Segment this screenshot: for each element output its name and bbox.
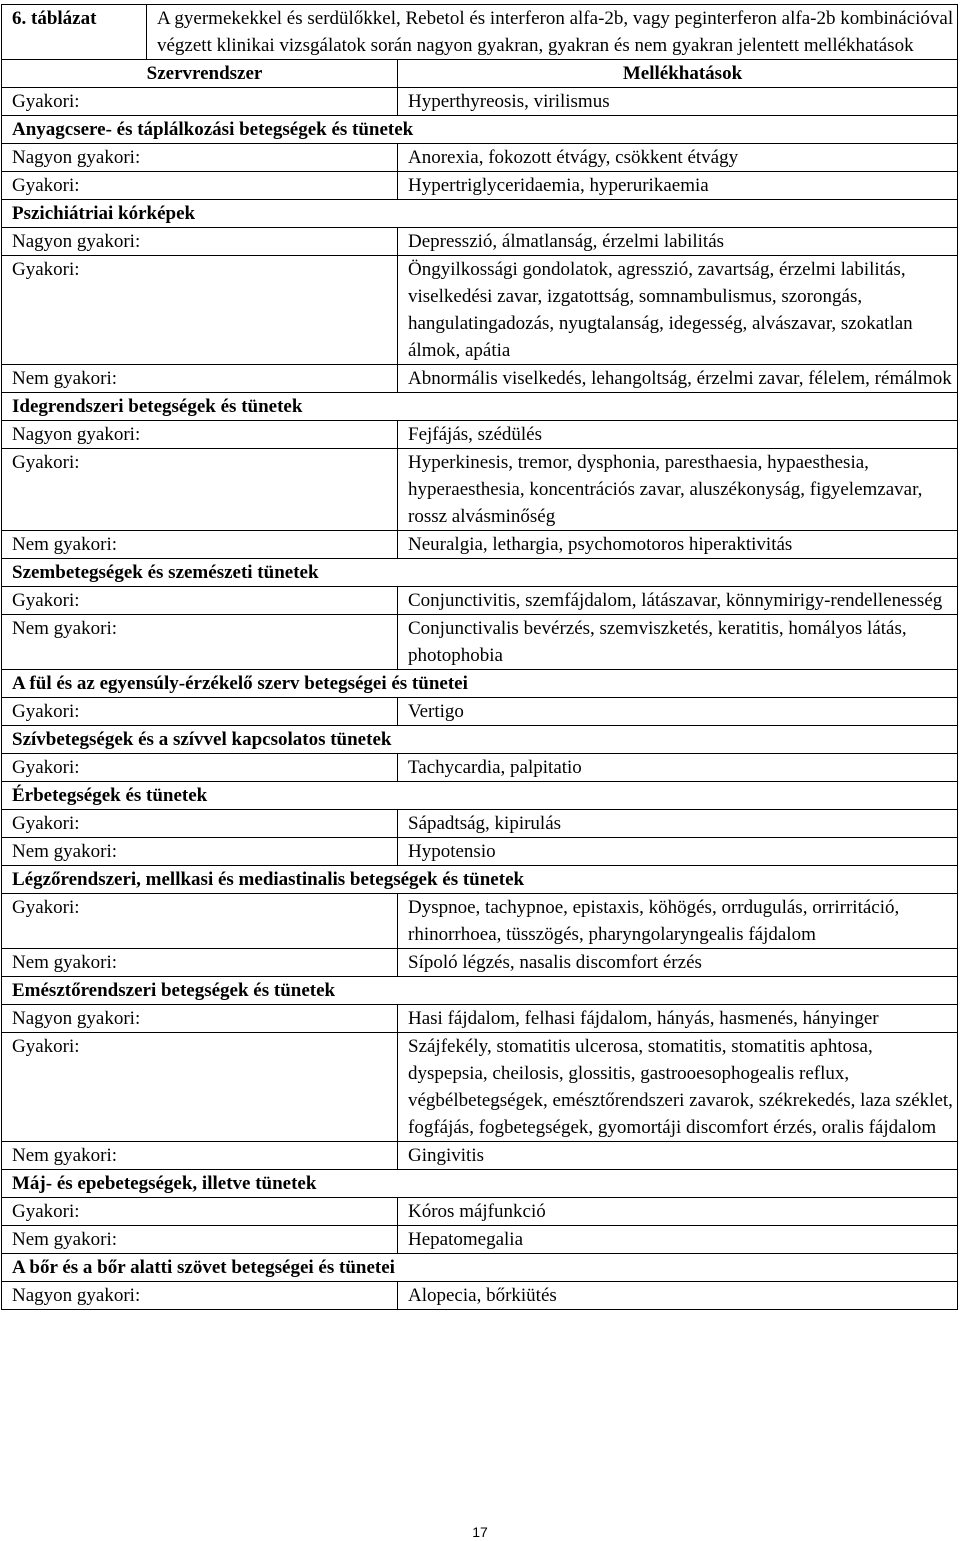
table-row xyxy=(2,1005,958,1033)
adverse-reaction-cell: Dyspnoe, tachypnoe, epistaxis, köhögés, orrdugulás, orrirritáció, rhinorrhoea, tüsszögés, pharyngolaryngealis fájdalom xyxy=(398,894,958,949)
adverse-reaction-cell: Gingivitis xyxy=(398,1142,958,1170)
section-row xyxy=(2,116,958,144)
section-heading: Szembetegségek és szemészeti tünetek xyxy=(2,559,958,587)
table-row xyxy=(2,1282,958,1310)
adverse-reaction-cell: Depresszió, álmatlanság, érzelmi labilitás xyxy=(398,228,958,256)
table-row xyxy=(2,144,958,172)
table-row xyxy=(2,365,958,393)
section-row xyxy=(2,200,958,228)
frequency-cell: Gyakori: xyxy=(2,449,398,531)
table-row xyxy=(2,1226,958,1254)
adverse-reaction-cell: Tachycardia, palpitatio xyxy=(398,754,958,782)
section-heading: Idegrendszeri betegségek és tünetek xyxy=(2,393,958,421)
section-heading: Szívbetegségek és a szívvel kapcsolatos tünetek xyxy=(2,726,958,754)
adverse-reaction-cell: Fejfájás, szédülés xyxy=(398,421,958,449)
section-heading: Pszichiátriai kórképek xyxy=(2,200,958,228)
frequency-cell: Nem gyakori: xyxy=(2,531,398,559)
section-heading: A fül és az egyensúly-érzékelő szerv betegségei és tünetei xyxy=(2,670,958,698)
table-row xyxy=(2,754,958,782)
adverse-reaction-cell: Kóros májfunkció xyxy=(398,1198,958,1226)
section-row xyxy=(2,866,958,894)
frequency-cell: Nem gyakori: xyxy=(2,1226,398,1254)
frequency-cell: Nem gyakori: xyxy=(2,365,398,393)
frequency-cell: Gyakori: xyxy=(2,88,398,116)
table-row xyxy=(2,256,958,365)
table-row xyxy=(2,587,958,615)
section-heading: Anyagcsere- és táplálkozási betegségek és tünetek xyxy=(2,116,958,144)
adverse-reaction-cell: Anorexia, fokozott étvágy, csökkent étvágy xyxy=(398,144,958,172)
table-body xyxy=(2,5,958,1310)
section-row xyxy=(2,726,958,754)
header-adverse-reactions: Mellékhatások xyxy=(398,60,958,88)
adverse-reaction-cell: Öngyilkossági gondolatok, agresszió, zavartság, érzelmi labilitás, viselkedési zavar, izgatottság, somnambulismus, szorongás, hangulatingadozás, nyugtalanság, idegesség, alvászavar, szokatlan álmok, apátia xyxy=(398,256,958,365)
table-row xyxy=(2,421,958,449)
adverse-reaction-cell: Abnormális viselkedés, lehangoltság, érzelmi zavar, félelem, rémálmok xyxy=(398,365,958,393)
adverse-reaction-cell: Alopecia, bőrkiütés xyxy=(398,1282,958,1310)
adverse-reaction-cell: Hyperkinesis, tremor, dysphonia, paresthaesia, hypaesthesia, hyperaesthesia, koncentrációs zavar, aluszékonyság, figyelemzavar, rossz alvásminőség xyxy=(398,449,958,531)
adverse-reaction-cell: Szájfekély, stomatitis ulcerosa, stomatitis, stomatitis aphtosa, dyspepsia, cheilosis, glossitis, gastrooesophogealis reflux, végbélbetegségek, emésztőrendszeri zavarok, székrekedés, laza széklet, fogfájás, fogbetegségek, gyomortáji discomfort érzés, oralis fájdalom xyxy=(398,1033,958,1142)
frequency-cell: Nagyon gyakori: xyxy=(2,1282,398,1310)
adverse-reactions-table xyxy=(1,4,958,1310)
table-caption: A gyermekekkel és serdülőkkel, Rebetol és interferon alfa-2b, vagy peginterferon alfa-2b kombinációval végzett klinikai vizsgálatok során nagyon gyakran, gyakran és nem gyakran jelentett mellékhatások xyxy=(147,5,958,60)
frequency-cell: Gyakori: xyxy=(2,810,398,838)
adverse-reaction-cell: Vertigo xyxy=(398,698,958,726)
frequency-cell: Gyakori: xyxy=(2,172,398,200)
adverse-reaction-cell: Hypertriglyceridaemia, hyperurikaemia xyxy=(398,172,958,200)
section-row xyxy=(2,670,958,698)
frequency-cell: Nagyon gyakori: xyxy=(2,421,398,449)
table-row xyxy=(2,838,958,866)
section-row xyxy=(2,559,958,587)
adverse-reaction-cell: Hasi fájdalom, felhasi fájdalom, hányás, hasmenés, hányinger xyxy=(398,1005,958,1033)
adverse-reaction-cell: Conjunctivalis bevérzés, szemviszketés, keratitis, homályos látás, photophobia xyxy=(398,615,958,670)
table-row xyxy=(2,615,958,670)
adverse-reaction-cell: Hyperthyreosis, virilismus xyxy=(398,88,958,116)
section-heading: Máj- és epebetegségek, illetve tünetek xyxy=(2,1170,958,1198)
table-row xyxy=(2,1142,958,1170)
table-row xyxy=(2,894,958,949)
section-row xyxy=(2,977,958,1005)
table-number: 6. táblázat xyxy=(2,5,147,60)
frequency-cell: Gyakori: xyxy=(2,894,398,949)
section-row xyxy=(2,1254,958,1282)
frequency-cell: Gyakori: xyxy=(2,754,398,782)
frequency-cell: Gyakori: xyxy=(2,256,398,365)
adverse-reaction-cell: Hepatomegalia xyxy=(398,1226,958,1254)
table-row xyxy=(2,228,958,256)
section-row xyxy=(2,782,958,810)
table-row xyxy=(2,1198,958,1226)
table-row xyxy=(2,172,958,200)
section-heading: A bőr és a bőr alatti szövet betegségei és tünetei xyxy=(2,1254,958,1282)
section-heading: Emésztőrendszeri betegségek és tünetek xyxy=(2,977,958,1005)
caption-row xyxy=(2,5,958,60)
table-row xyxy=(2,1033,958,1142)
frequency-cell: Nem gyakori: xyxy=(2,838,398,866)
header-organ-system: Szervrendszer xyxy=(2,60,398,88)
section-row xyxy=(2,393,958,421)
frequency-cell: Nagyon gyakori: xyxy=(2,1005,398,1033)
header-row xyxy=(2,60,958,88)
table-row xyxy=(2,698,958,726)
frequency-cell: Gyakori: xyxy=(2,1198,398,1226)
section-heading: Érbetegségek és tünetek xyxy=(2,782,958,810)
adverse-reaction-cell: Neuralgia, lethargia, psychomotoros hiperaktivitás xyxy=(398,531,958,559)
table-row xyxy=(2,949,958,977)
section-heading: Légzőrendszeri, mellkasi és mediastinalis betegségek és tünetek xyxy=(2,866,958,894)
adverse-reaction-cell: Sápadtság, kipirulás xyxy=(398,810,958,838)
frequency-cell: Nem gyakori: xyxy=(2,949,398,977)
page-number: 17 xyxy=(472,1524,488,1540)
table-row xyxy=(2,531,958,559)
section-row xyxy=(2,1170,958,1198)
table-row xyxy=(2,88,958,116)
frequency-cell: Nem gyakori: xyxy=(2,615,398,670)
frequency-cell: Gyakori: xyxy=(2,1033,398,1142)
table-row xyxy=(2,449,958,531)
table-row xyxy=(2,810,958,838)
frequency-cell: Nagyon gyakori: xyxy=(2,228,398,256)
adverse-reaction-cell: Conjunctivitis, szemfájdalom, látászavar, könnymirigy-rendellenesség xyxy=(398,587,958,615)
frequency-cell: Nagyon gyakori: xyxy=(2,144,398,172)
adverse-reaction-cell: Sípoló légzés, nasalis discomfort érzés xyxy=(398,949,958,977)
frequency-cell: Nem gyakori: xyxy=(2,1142,398,1170)
adverse-reaction-cell: Hypotensio xyxy=(398,838,958,866)
frequency-cell: Gyakori: xyxy=(2,587,398,615)
frequency-cell: Gyakori: xyxy=(2,698,398,726)
